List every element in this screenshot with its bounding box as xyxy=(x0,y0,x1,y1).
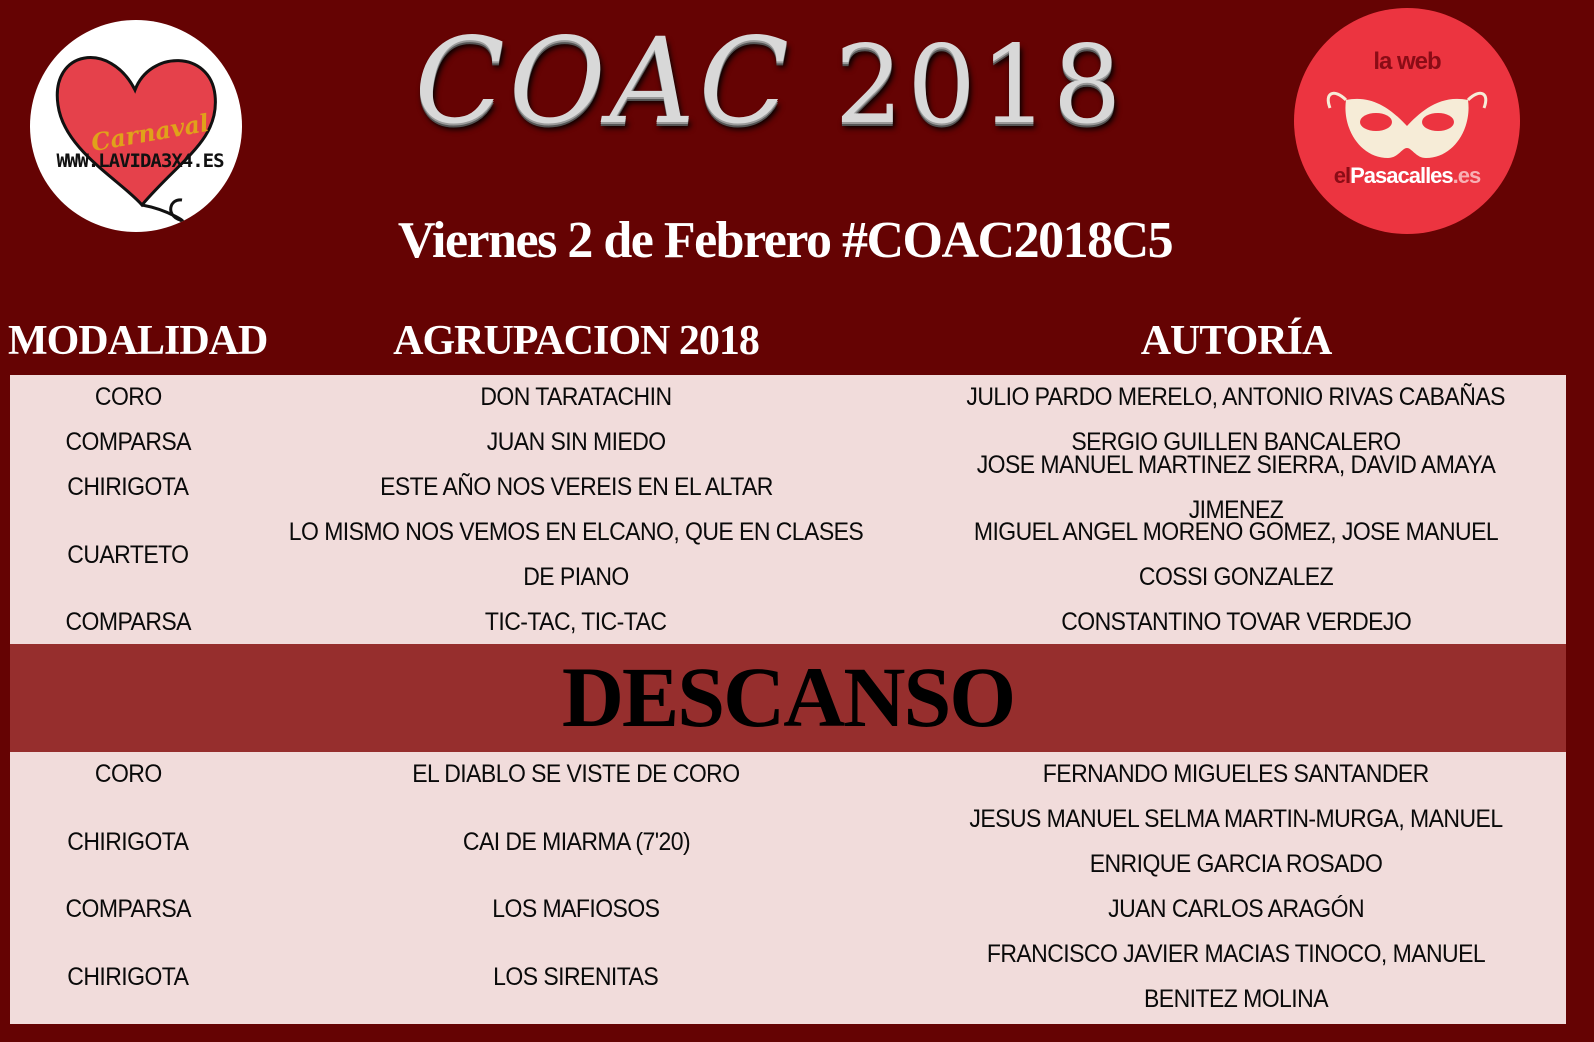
cell-autoria: MIGUEL ANGEL MORENO GOMEZ, JOSE MANUEL COSSI GONZALEZ xyxy=(973,518,1499,591)
table-row xyxy=(10,932,1566,1022)
cell-autoria: CONSTANTINO TOVAR VERDEJO xyxy=(1060,608,1412,636)
cell-autoria: FERNANDO MIGUELES SANTANDER xyxy=(1043,760,1429,788)
cell-agrupacion: ESTE AÑO NOS VEREIS EN EL ALTAR xyxy=(379,473,773,501)
cell-agrupacion: JUAN SIN MIEDO xyxy=(486,428,666,456)
logo-right-top: la web xyxy=(1373,48,1441,75)
logo-left-word: Carnaval xyxy=(88,107,212,158)
cell-modalidad: COMPARSA xyxy=(65,428,191,456)
cell-agrupacion: LOS SIRENITAS xyxy=(493,962,659,991)
cell-agrupacion: DON TARATACHIN xyxy=(480,383,672,411)
header-autoria: AUTORÍA xyxy=(1140,318,1332,364)
elpasacalles-logo xyxy=(1294,8,1520,234)
cell-autoria: JOSE MANUEL MARTINEZ SIERRA, DAVID AMAYA JIMENEZ xyxy=(976,450,1496,524)
table-row xyxy=(10,887,1566,932)
cell-modalidad: COMPARSA xyxy=(65,608,191,636)
event-date: Viernes 2 de Febrero #COAC2018C5 xyxy=(397,212,1173,269)
cell-agrupacion: LO MISMO NOS VEMOS EN ELCANO, QUE EN CLASES DE PIANO xyxy=(288,518,864,591)
cell-modalidad: CHIRIGOTA xyxy=(67,827,189,856)
second-block-table xyxy=(10,752,1566,1024)
cell-modalidad: COMPARSA xyxy=(65,895,191,923)
title-text: COAC xyxy=(414,12,794,150)
lavida3x4-logo xyxy=(30,20,242,232)
cell-modalidad: CORO xyxy=(94,760,162,788)
cell-autoria: SERGIO GUILLEN BANCALERO xyxy=(1071,428,1401,456)
brand-main: Pasacalles xyxy=(1350,163,1453,188)
cell-modalidad: CHIRIGOTA xyxy=(67,473,189,501)
cell-autoria: JULIO PARDO MERELO, ANTONIO RIVAS CABAÑAS xyxy=(966,383,1506,411)
table-row xyxy=(10,510,1566,600)
table-row xyxy=(10,600,1566,645)
table-row xyxy=(10,375,1566,420)
cell-autoria: JUAN CARLOS ARAGÓN xyxy=(1108,895,1364,923)
first-block-table xyxy=(10,375,1566,644)
table-row xyxy=(10,450,1566,524)
cell-agrupacion: EL DIABLO SE VISTE DE CORO xyxy=(412,760,740,788)
table-row xyxy=(10,752,1566,797)
cell-autoria: FRANCISCO JAVIER MACIAS TINOCO, MANUEL BENITEZ MOLINA xyxy=(986,940,1486,1013)
header-modalidad: MODALIDAD xyxy=(8,318,268,364)
logo-left-site: WWW.LAVIDA3X4.ES xyxy=(56,150,224,172)
title-year: 2018 xyxy=(834,23,1126,148)
logo-right-brand xyxy=(1294,163,1520,189)
cell-modalidad: CORO xyxy=(94,383,162,411)
page-title xyxy=(355,12,1185,150)
cell-agrupacion: CAI DE MIARMA (7'20) xyxy=(462,827,690,856)
table-row xyxy=(10,797,1566,887)
break-band xyxy=(10,644,1566,752)
break-label: DESCANSO xyxy=(561,649,1015,745)
brand-suffix: .es xyxy=(1452,163,1481,188)
cell-modalidad: CHIRIGOTA xyxy=(67,962,189,991)
cell-modalidad: CUARTETO xyxy=(67,540,189,569)
carnival-mask-icon xyxy=(1294,8,1520,234)
brand-prefix: el xyxy=(1333,163,1351,188)
cell-agrupacion: LOS MAFIOSOS xyxy=(492,895,660,923)
header-agrupacion: AGRUPACION 2018 xyxy=(393,318,759,364)
cell-agrupacion: TIC-TAC, TIC-TAC xyxy=(485,608,667,636)
cell-autoria: JESUS MANUEL SELMA MARTIN-MURGA, MANUEL ENRIQUE GARCIA ROSADO xyxy=(969,805,1503,878)
